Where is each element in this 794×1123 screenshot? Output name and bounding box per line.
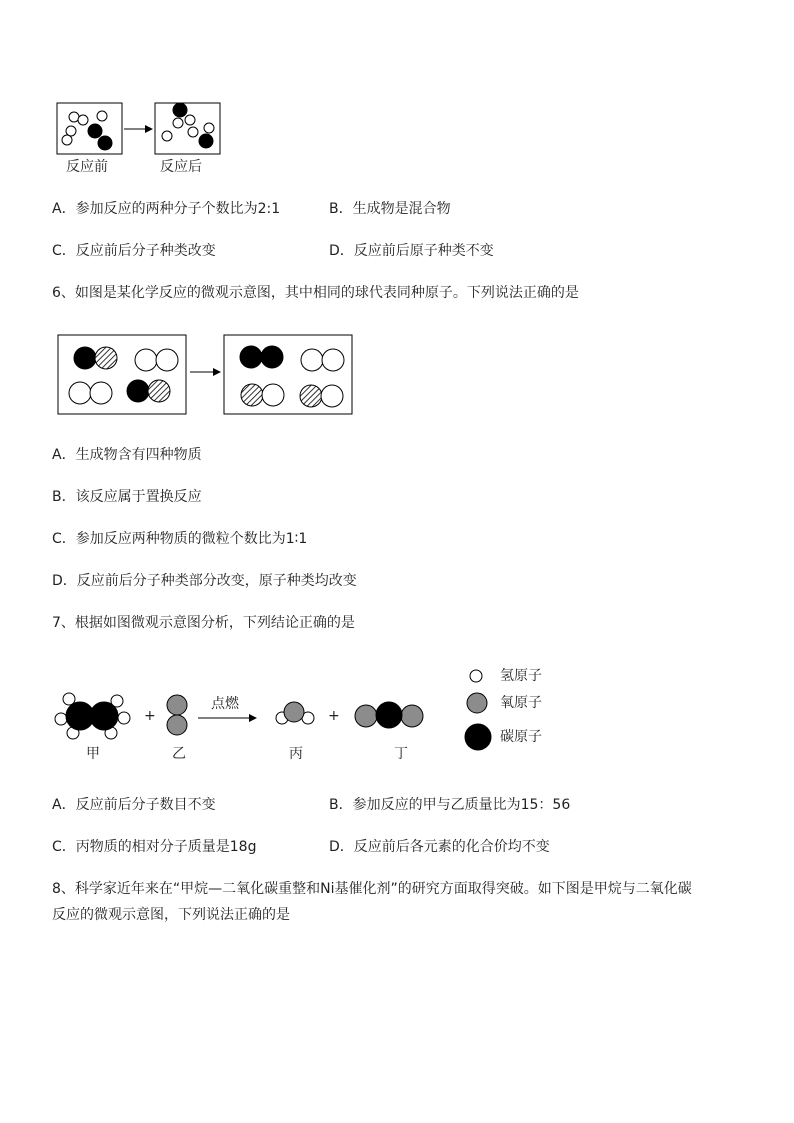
q7-label-yi: 乙 [172,746,186,762]
q7-label-bing: 丙 [289,746,303,762]
q8-stem-line-2: 反应的微观示意图，下列说法正确的是 [52,907,290,923]
q5-option-b: B．生成物是混合物 [329,201,451,217]
q7-option-c: C．丙物质的相对分子质量是18g [52,839,257,855]
q5-option-a: A．参加反应的两种分子个数比为2:1 [52,201,281,217]
q6-option-b: B．该反应属于置换反应 [52,489,202,505]
q6-option-a: A．生成物含有四种物质 [52,447,202,463]
q5-label-before: 反应前 [66,159,108,175]
q7-option-b: B．参加反应的甲与乙质量比为15：56 [329,797,571,813]
q7-plus-1: + [144,708,156,724]
q8-stem-line-1: 8、科学家近年来在“甲烷—二氧化碳重整和Ni基催化剂”的研究方面取得突破。如下图是甲烷与二氧化碳 [52,881,692,897]
q7-oxygen-atom [401,705,423,727]
q7-oxygen-atom [167,695,187,715]
q7-oxygen-atom [355,705,377,727]
q6-option-d: D．反应前后分子种类部分改变，原子种类均改变 [52,573,357,589]
q5-option-d: D．反应前后原子种类不变 [329,243,494,259]
q7-legend-carbon: 碳原子 [500,729,542,745]
q7-legend-hydrogen: 氢原子 [500,668,542,684]
q7-legend-oxygen-icon [467,693,487,713]
q7-legend-hydrogen-icon [470,670,482,682]
q6-option-c: C．参加反应两种物质的微粒个数比为1∶1 [52,531,308,547]
q7-hydrogen-atom [55,713,67,725]
q7-oxygen-atom [167,715,187,735]
q7-carbon-atom [90,702,118,730]
q7-legend-carbon-icon [465,724,491,750]
q6-stem: 6、如图是某化学反应的微观示意图，其中相同的球代表同种原子。下列说法正确的是 [52,285,579,301]
q7-option-a: A．反应前后分子数目不变 [52,797,216,813]
q7-legend-oxygen: 氧原子 [500,695,542,711]
q7-carbon-atom [376,702,402,728]
q7-plus-2: + [328,708,340,724]
q7-stem: 7、根据如图微观示意图分析，下列结论正确的是 [52,615,355,631]
q7-label-jia: 甲 [86,746,100,762]
q5-option-c: C．反应前后分子种类改变 [52,243,216,259]
q7-option-d: D．反应前后各元素的化合价均不变 [329,839,550,855]
q7-hydrogen-atom [118,712,130,724]
q5-label-after: 反应后 [160,159,202,175]
q7-label-ding: 丁 [394,746,408,762]
q7-condition: 点燃 [211,696,239,712]
q7-oxygen-atom [284,702,304,722]
